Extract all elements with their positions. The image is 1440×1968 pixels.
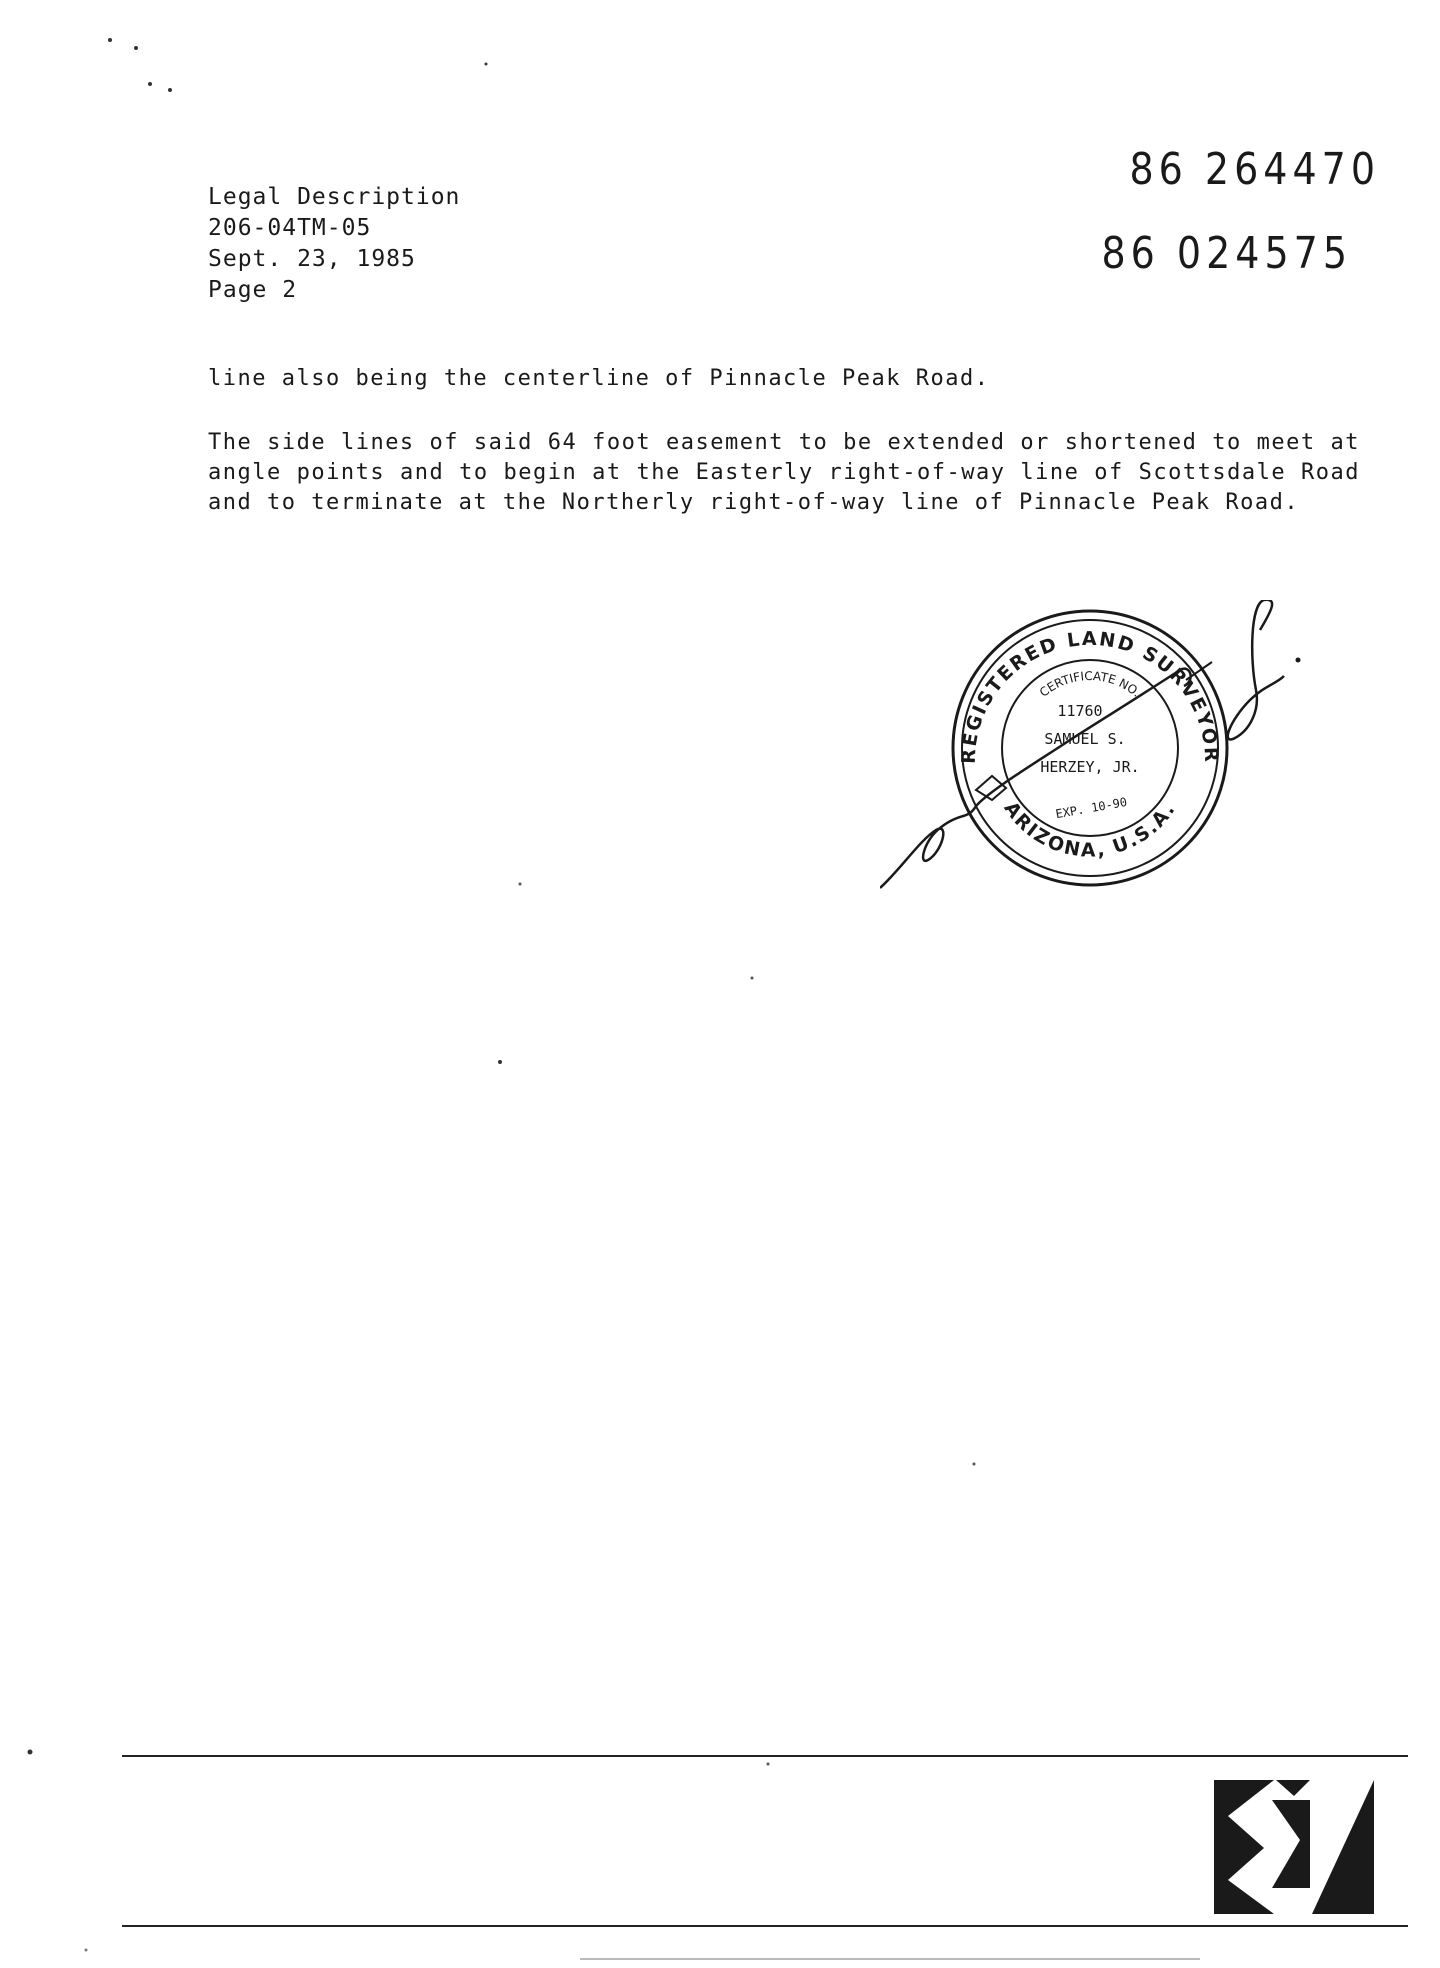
header-file-number: 206-04TM-05 [208,215,372,241]
signature-initials [1228,600,1284,739]
seal-number: 11760 [1057,702,1103,720]
seal-name-line-2: HERZEY, JR. [1040,758,1140,776]
seal-star-icon [976,776,1006,800]
body-paragraph-1: line also being the centerline of Pinnacle Peak Road. [208,366,990,391]
seal-outer-top-text: REGISTERED LAND SURVEYOR [957,628,1223,765]
surveyor-seal [880,600,1320,900]
header-title: Legal Description [208,184,461,210]
footer-rule-top [122,1755,1408,1757]
footer-rule-bottom [122,1925,1408,1927]
body-paragraph-2: The side lines of said 64 foot easement to be extended or shortened to meet at angle points and to begin at the Easterly right-of-way line of Scottsdale Road and to terminate at the Northerly right-of-way line of Pinnacle Peak Road. [208,430,1360,515]
seal-outer-bottom-text: ARIZONA, U.S.A. [999,797,1181,862]
recording-number-first: 86 264470 [1129,143,1380,195]
signature-stroke [880,669,1191,888]
recording-number-second: 86 024575 [1101,227,1352,279]
header-date: Sept. 23, 1985 [208,246,416,272]
header-page-number: Page 2 [208,277,298,303]
company-logo [1214,1780,1374,1914]
document-header [208,182,460,306]
seal-inner-text: CERTIFICATE NO. [1036,668,1144,700]
seal-expires: EXP. 10-90 [1054,794,1129,822]
seal-name-line-1: SAMUEL S. [1044,730,1126,748]
signature-dot [1296,658,1301,663]
svg-text:CERTIFICATE NO. [1037,669,1143,700]
